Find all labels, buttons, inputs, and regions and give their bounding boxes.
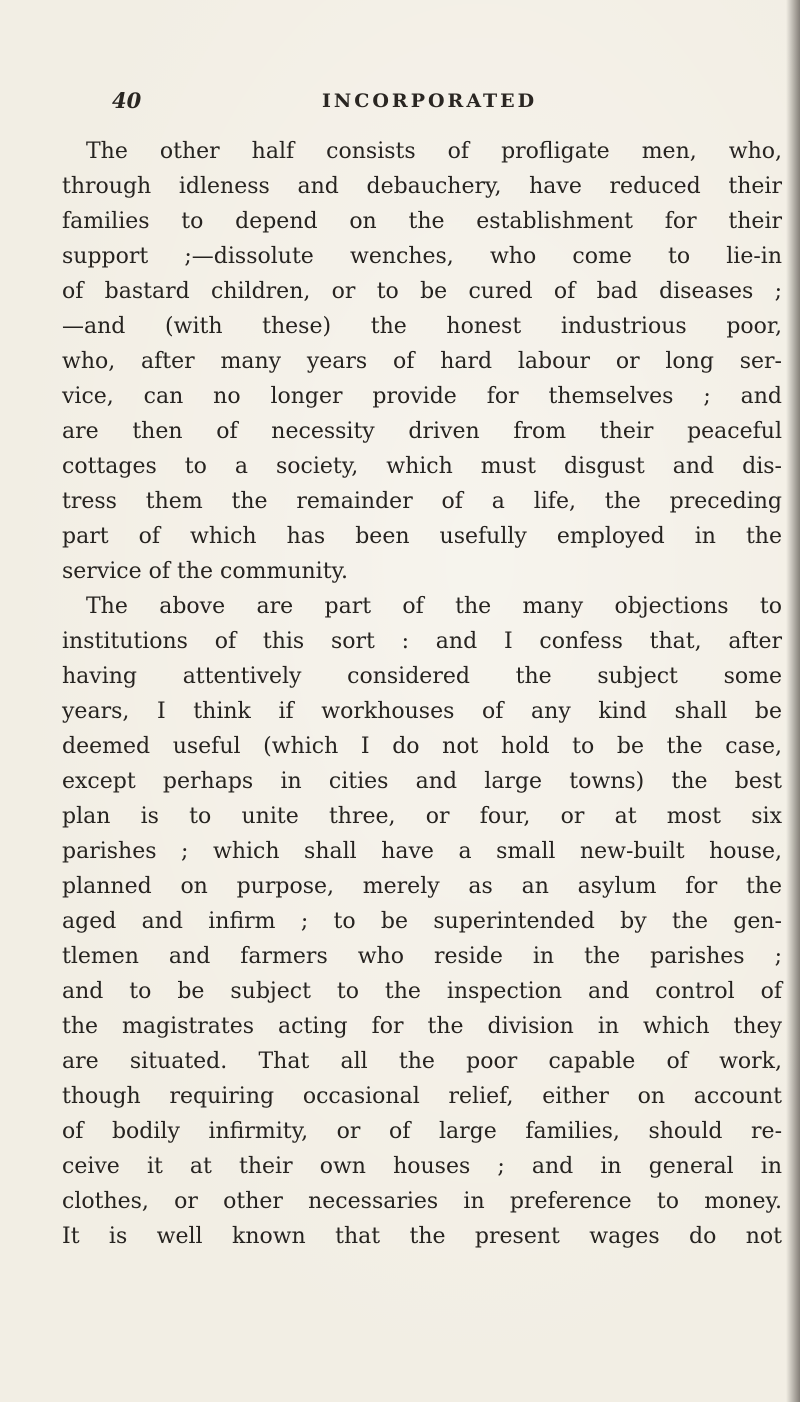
- text-line: families to depend on the establishment for their: [62, 209, 782, 234]
- page-number: 40: [112, 88, 142, 113]
- text-line: except perhaps in cities and large towns) the best: [62, 769, 782, 794]
- text-line: and to be subject to the inspection and control of: [62, 979, 782, 1004]
- text-line: though requiring occasional relief, either on account: [62, 1084, 782, 1109]
- body-text: [62, 134, 782, 1254]
- text-line: tlemen and farmers who reside in the parishes ;: [62, 944, 782, 969]
- text-line: It is well known that the present wages do not: [62, 1224, 782, 1249]
- text-line: parishes ; which shall have a small new-built house,: [62, 839, 782, 864]
- text-line: The other half consists of profligate men, who,: [86, 139, 782, 164]
- text-line: of bastard children, or to be cured of bad diseases ;: [62, 279, 782, 304]
- text-line: part of which has been usefully employed in the: [62, 524, 782, 549]
- text-line: support ;—dissolute wenches, who come to lie-in: [62, 244, 782, 269]
- text-line: plan is to unite three, or four, or at most six: [62, 804, 782, 829]
- text-line: aged and infirm ; to be superintended by the gen-: [62, 909, 782, 934]
- text-line: institutions of this sort : and I confess that, after: [62, 629, 782, 654]
- text-line: ceive it at their own houses ; and in general in: [62, 1154, 782, 1179]
- text-line: of bodily infirmity, or of large families, should re-: [62, 1119, 782, 1144]
- text-line: service of the community.: [62, 559, 349, 584]
- text-line: are then of necessity driven from their peaceful: [62, 419, 782, 444]
- text-line: clothes, or other necessaries in preference to money.: [62, 1189, 782, 1214]
- running-title: INCORPORATED: [322, 90, 538, 112]
- text-line: who, after many years of hard labour or long ser-: [62, 349, 782, 374]
- text-line: through idleness and debauchery, have reduced their: [62, 174, 782, 199]
- text-line: years, I think if workhouses of any kind shall be: [62, 699, 782, 724]
- text-line: vice, can no longer provide for themselves ; and: [62, 384, 782, 409]
- page-edge-shadow: [786, 0, 800, 1402]
- text-line: having attentively considered the subject some: [62, 664, 782, 689]
- running-head: [112, 88, 672, 118]
- text-line: cottages to a society, which must disgust and dis-: [62, 454, 782, 479]
- text-line: are situated. That all the poor capable of work,: [62, 1049, 782, 1074]
- text-line: planned on purpose, merely as an asylum for the: [62, 874, 782, 899]
- text-line: —and (with these) the honest industrious poor,: [62, 314, 782, 339]
- text-line: the magistrates acting for the division in which they: [62, 1014, 782, 1039]
- text-line: The above are part of the many objections to: [86, 594, 782, 619]
- text-line: tress them the remainder of a life, the preceding: [62, 489, 782, 514]
- text-line: deemed useful (which I do not hold to be the case,: [62, 734, 782, 759]
